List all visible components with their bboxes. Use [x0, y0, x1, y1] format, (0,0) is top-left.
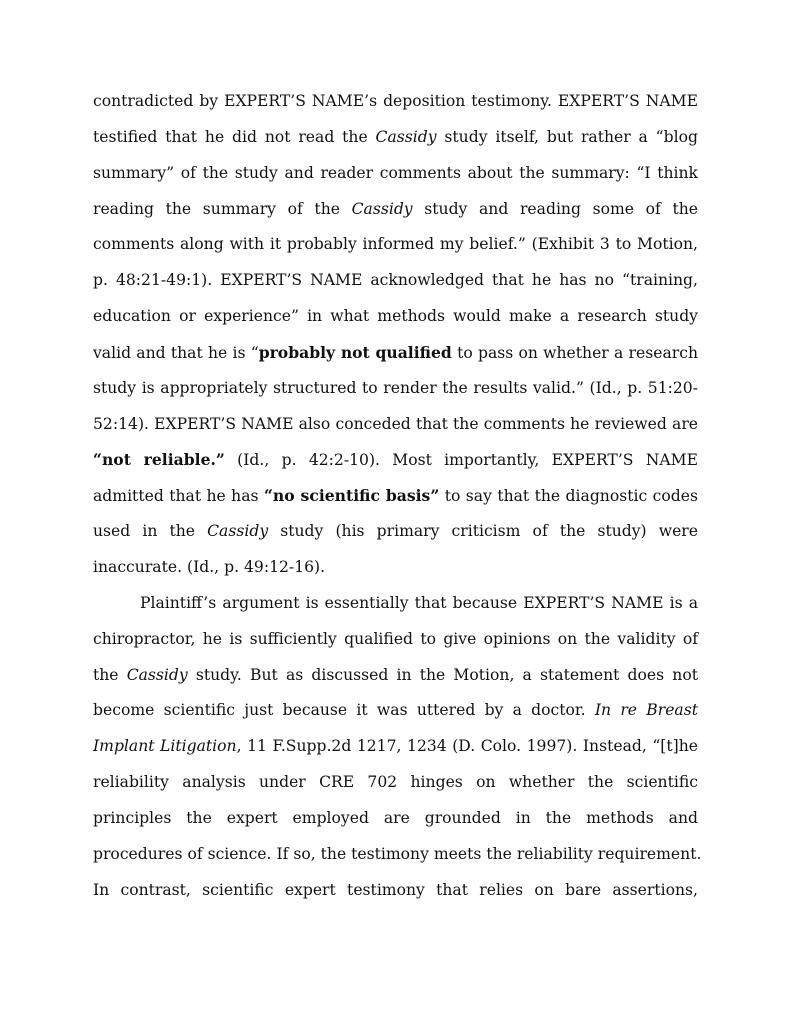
bold-emphasis: “not reliable.” [93, 450, 225, 470]
document-body [93, 84, 702, 908]
paragraph-2 [93, 586, 702, 909]
text-line: used in the Cassidy study (his primary criticism of the study) were [93, 522, 698, 541]
text-line: Plaintiff’s argument is essentially that because EXPERT’S NAME is a [140, 593, 698, 612]
case-name-italic: Cassidy [207, 522, 269, 541]
text-line: summary” of the study and reader comments about the summary: “I think [93, 163, 698, 182]
case-name-italic: Cassidy [351, 199, 413, 218]
text-line: p. 48:21-49:1). EXPERT’S NAME acknowledged that he has no “training, [93, 271, 698, 290]
case-name-italic: Implant Litigation [93, 737, 237, 756]
text-line: contradicted by EXPERT’S NAME’s deposition testimony. EXPERT’S NAME [93, 92, 698, 110]
paragraph-1 [93, 84, 698, 586]
text-line: Implant Litigation, 11 F.Supp.2d 1217, 1234 (D. Colo. 1997). Instead, “[t]he [93, 737, 698, 756]
text-line: testified that he did not read the Cassidy study itself, but rather a “blog [93, 127, 698, 146]
text-line: education or experience” in what methods would make a research study [93, 307, 698, 326]
case-name-italic: In re Breast [594, 701, 698, 720]
text-line: valid and that he is “probably not qualified to pass on whether a research [93, 342, 698, 362]
text-line: 52:14). EXPERT’S NAME also conceded that the comments he reviewed are [93, 414, 698, 433]
text-line: procedures of science. If so, the testimony meets the reliability requirement. [93, 844, 702, 863]
text-line: the Cassidy study. But as discussed in the Motion, a statement does not [93, 665, 699, 684]
text-line: study is appropriately structured to render the results valid.” (Id., p. 51:20- [93, 378, 698, 397]
text-line: reading the summary of the Cassidy study and reading some of the [93, 199, 698, 218]
text-line: admitted that he has “no scientific basis” to say that the diagnostic codes [93, 486, 698, 506]
text-line: become scientific just because it was uttered by a doctor. In re Breast [93, 701, 698, 720]
case-name-italic: Cassidy [126, 665, 188, 684]
bold-emphasis: probably not qualified [258, 342, 452, 362]
text-line: In contrast, scientific expert testimony that relies on bare assertions, [93, 880, 698, 899]
text-line: chiropractor, he is sufficiently qualified to give opinions on the validity of [93, 629, 698, 648]
text-line: comments along with it probably informed my belief.” (Exhibit 3 to Motion, [93, 235, 698, 254]
text-line: reliability analysis under CRE 702 hinges on whether the scientific [93, 773, 698, 792]
bold-emphasis: “no scientific basis” [263, 486, 440, 506]
text-line: principles the expert employed are grounded in the methods and [93, 808, 698, 827]
text-line: inaccurate. (Id., p. 49:12-16). [93, 557, 326, 576]
case-name-italic: Cassidy [375, 127, 437, 146]
text-line: “not reliable.” (Id., p. 42:2-10). Most importantly, EXPERT’S NAME [93, 450, 698, 470]
